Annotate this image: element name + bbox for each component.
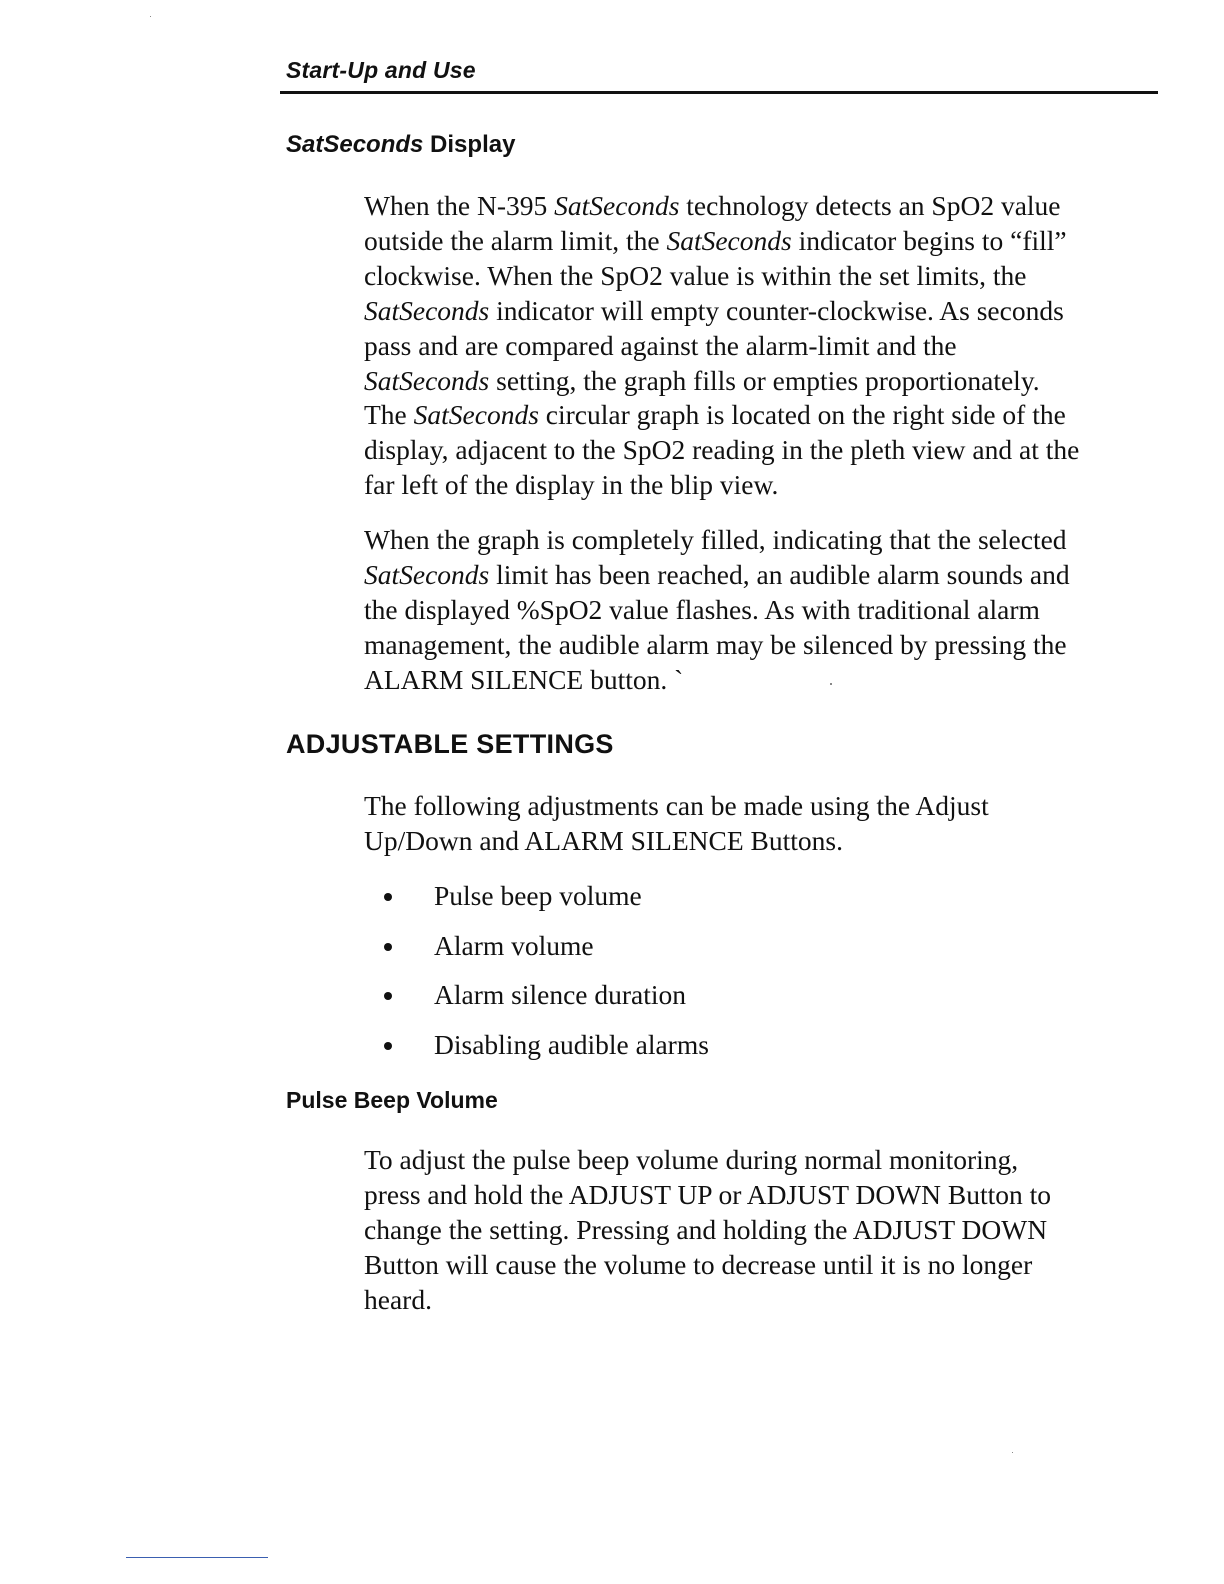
text-run: indicator begins to “fill” [791,224,1067,256]
paragraph-line [364,558,1164,593]
bullet-icon [384,992,392,1000]
adjustable-settings-intro [364,789,1164,859]
scan-speck [150,16,151,17]
text-run: ALARM SILENCE button. ` [364,663,684,695]
paragraph-line: heard. [364,1283,432,1315]
list-item [384,1027,709,1077]
paragraph-line: Button will cause the volume to decrease until it is no longer [364,1248,1033,1280]
paragraph-line [364,294,1164,329]
text-run: pass and are compared against the alarm-limit and the [364,329,957,361]
intro-line: The following adjustments can be made using the Adjust [364,790,989,821]
text-run: the displayed %SpO2 value flashes. As with traditional alarm [364,593,1040,625]
section-running-title: Start-Up and Use [286,57,476,83]
text-run: When the graph is completely filled, indicating that the selected [364,524,1067,555]
paragraph-line [364,259,1164,294]
paragraph-line [364,224,1164,259]
bullet-icon [384,943,392,951]
italic-term: SatSeconds [364,364,490,396]
text-run: When the N-395 [364,190,555,221]
paragraph-line [364,663,1164,698]
paragraph-line [364,189,1164,224]
paragraph-line [364,628,1164,663]
satseconds-heading-italic: SatSeconds [286,131,424,158]
text-run: limit has been reached, an audible alarm sounds and [489,558,1070,590]
bullet-text: Alarm volume [434,929,594,961]
italic-term: SatSeconds [666,224,792,256]
paragraph-line [364,398,1164,433]
paragraph-line [364,468,1164,503]
pulse-beep-volume-paragraph [364,1143,1164,1318]
bullet-text: Alarm silence duration [434,979,686,1010]
adjustment-bullet-list [384,878,709,1076]
satseconds-paragraph-1 [364,189,1164,503]
paragraph-line: press and hold the ADJUST UP or ADJUST DOWN Button to [364,1178,1052,1210]
italic-term: SatSeconds [554,190,680,221]
list-item [384,928,709,978]
adjustable-settings-heading: ADJUSTABLE SETTINGS [286,729,614,759]
list-item [384,878,709,928]
bullet-icon [384,893,392,901]
satseconds-display-heading [286,131,515,159]
footer-rule [126,1557,268,1558]
italic-term: SatSeconds [364,558,490,590]
paragraph-line [364,329,1164,364]
text-run: outside the alarm limit, the [364,224,667,256]
satseconds-heading-rest: Display [423,131,516,158]
satseconds-paragraph-2 [364,523,1164,698]
italic-term: SatSeconds [413,399,539,431]
text-run: indicator will empty counter-clockwise. As seconds [489,294,1064,326]
text-run: circular graph is located on the right side of the [538,399,1066,431]
text-run: far left of the display in the blip view. [364,469,779,501]
paragraph-line: change the setting. Pressing and holding the ADJUST DOWN [364,1213,1048,1245]
pulse-beep-volume-heading: Pulse Beep Volume [286,1087,498,1113]
text-run: The [364,399,414,431]
paragraph-line [364,523,1164,558]
bullet-text: Pulse beep volume [434,880,642,911]
italic-term: SatSeconds [364,294,490,326]
bullet-icon [384,1042,392,1050]
list-item [384,977,709,1027]
text-run: management, the audible alarm may be silenced by pressing the [364,628,1067,660]
text-run: display, adjacent to the SpO2 reading in the pleth view and at the [364,434,1080,466]
scan-speck [1012,1452,1013,1453]
paragraph-line [364,593,1164,628]
text-run: setting, the graph fills or empties proportionately. [489,364,1040,396]
intro-line: Up/Down and ALARM SILENCE Buttons. [364,824,843,856]
bullet-text: Disabling audible alarms [434,1028,709,1060]
page-header [280,55,1158,94]
text-run: clockwise. When the SpO2 value is within the set limits, the [364,259,1027,291]
paragraph-line [364,364,1164,399]
paragraph-line: To adjust the pulse beep volume during normal monitoring, [364,1144,1019,1175]
scan-speck [830,683,832,685]
text-run: technology detects an SpO2 value [679,190,1061,221]
paragraph-line [364,433,1164,468]
